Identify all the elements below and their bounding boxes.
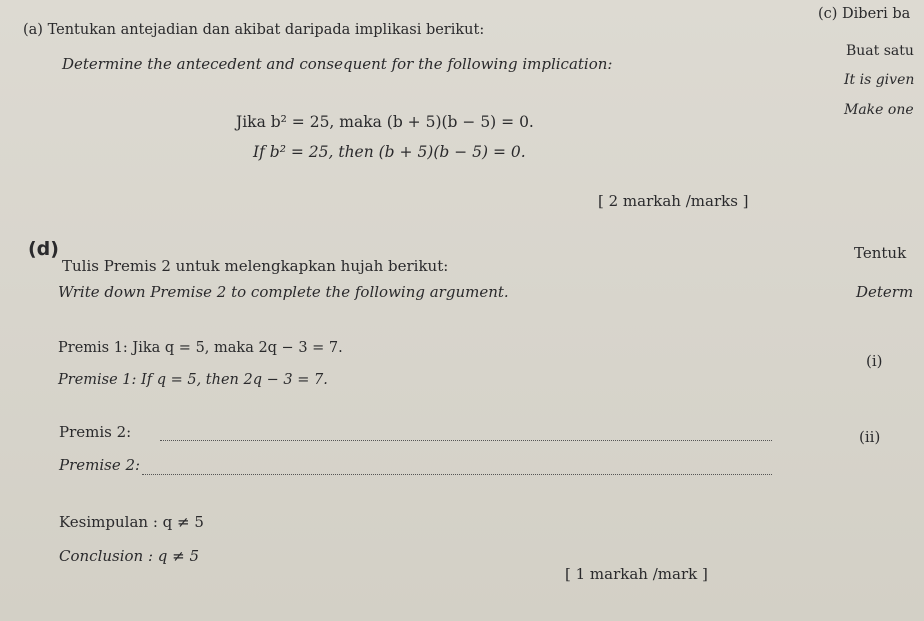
right-tentuk: Tentuk	[854, 244, 907, 262]
premise-2-ms-label: Premis 2:	[59, 423, 132, 441]
part-d-label: (d)	[28, 238, 59, 260]
part-a-instruction-ms: (a) Tentukan antejadian dan akibat daripada implikasi berikut:	[23, 22, 485, 38]
implication-en: If b² = 25, then (b + 5)(b − 5) = 0.	[253, 143, 526, 161]
part-c-label: (c) Diberi ba	[818, 6, 911, 22]
premise-2-answer-line	[160, 440, 772, 441]
right-i: (i)	[866, 352, 883, 370]
premise-2-answer-line-en	[142, 474, 772, 475]
part-d-instruction-en: Write down Premise 2 to complete the following argument.	[58, 283, 509, 301]
premise-1-en: Premise 1: If q = 5, then 2q − 3 = 7.	[58, 372, 328, 388]
premise-1-ms: Premis 1: Jika q = 5, maka 2q − 3 = 7.	[58, 340, 343, 356]
conclusion-ms: Kesimpulan : q ≠ 5	[59, 513, 204, 531]
part-c-make-one: Make one	[844, 102, 914, 118]
part-c-buat: Buat satu	[846, 43, 914, 59]
part-d-marks: [ 1 markah /mark ]	[565, 565, 708, 583]
part-a-marks: [ 2 markah /marks ]	[598, 192, 749, 210]
right-determ: Determ	[856, 283, 914, 301]
premise-2-en-label: Premise 2:	[59, 456, 141, 474]
part-a-instruction-en: Determine the antecedent and consequent for the following implication:	[62, 55, 613, 73]
part-d-instruction-ms: Tulis Premis 2 untuk melengkapkan hujah berikut:	[62, 257, 449, 275]
part-c-given: It is given	[844, 72, 915, 88]
right-ii: (ii)	[859, 428, 881, 446]
conclusion-en: Conclusion : q ≠ 5	[59, 547, 200, 565]
implication-ms: Jika b² = 25, maka (b + 5)(b − 5) = 0.	[236, 113, 534, 131]
